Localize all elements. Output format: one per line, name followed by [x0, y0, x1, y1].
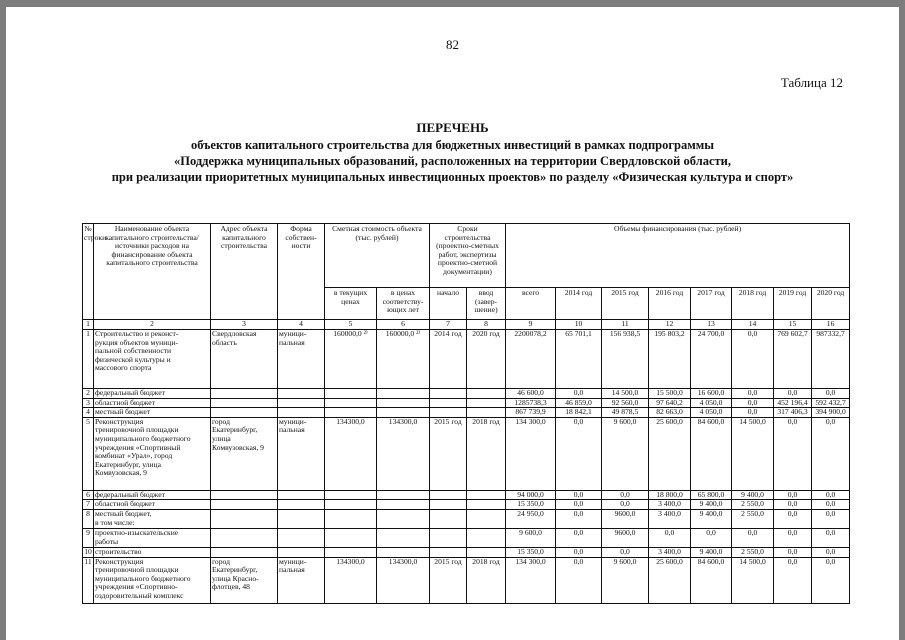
- funding-2019-cell: 769 602,7: [774, 330, 812, 389]
- column-number: 3: [211, 320, 278, 330]
- start-year-cell: [430, 408, 467, 418]
- row-number-cell: 10: [84, 546, 92, 556]
- funding-2020-cell: 0,0: [812, 389, 850, 399]
- table-row: [83, 528, 850, 547]
- total-funding-cell: 2200078,2: [506, 330, 556, 389]
- funding-2018-cell: 0,0: [732, 330, 774, 389]
- start-year-cell: [430, 509, 467, 528]
- header-address: Адрес объекта капитального строительства: [211, 224, 278, 320]
- funding-2020-cell: 0,0: [812, 557, 850, 603]
- funding-2017-cell: 16 600,0: [691, 389, 732, 399]
- end-year-cell: [467, 547, 506, 557]
- funding-2018-cell: 0,0: [732, 528, 774, 547]
- column-number: 11: [602, 320, 649, 330]
- start-year-cell: [430, 547, 467, 557]
- table-row: [83, 417, 850, 490]
- funding-2014-cell: 0,0: [556, 557, 602, 603]
- funding-2017-cell: 9 400,0: [691, 500, 732, 510]
- total-funding-cell: 24 950,0: [506, 509, 556, 528]
- column-number-row: [83, 320, 850, 330]
- ownership-form-cell: [278, 509, 325, 528]
- cost-current-cell: [325, 398, 377, 408]
- cost-corresponding-cell: [377, 528, 430, 547]
- ownership-form-cell: [278, 398, 325, 408]
- address-cell: [211, 408, 278, 418]
- funding-2014-cell: 0,0: [556, 500, 602, 510]
- total-funding-cell: 1285738,3: [506, 398, 556, 408]
- funding-2014-cell: 46 859,0: [556, 398, 602, 408]
- title-line-1: объектов капитального строительства для бюджетных инвестиций в рамках подпрограммы: [190, 138, 715, 152]
- column-number: 2: [94, 320, 211, 330]
- end-year-cell: [467, 389, 506, 399]
- cost-corresponding-cell: [377, 408, 430, 418]
- funding-2020-cell: 0,0: [812, 500, 850, 510]
- ownership-form-cell: [278, 490, 325, 500]
- funding-2019-cell: 317 406,3: [774, 408, 812, 418]
- funding-2016-cell: 3 400,0: [649, 509, 691, 528]
- table-header-row: [83, 224, 850, 288]
- cost-corresponding-cell: [377, 509, 430, 528]
- funding-2015-cell: 0,0: [602, 500, 649, 510]
- funding-2014-cell: 18 842,1: [556, 408, 602, 418]
- end-year-cell: [467, 500, 506, 510]
- address-cell: [211, 389, 278, 399]
- funding-2018-cell: 2 550,0: [732, 500, 774, 510]
- funding-2017-cell: 0,0: [691, 528, 732, 547]
- funding-2015-cell: 49 878,5: [602, 408, 649, 418]
- funding-2016-cell: 195 803,2: [649, 330, 691, 389]
- row-number-cell: 3: [83, 398, 94, 408]
- end-year-cell: [467, 528, 506, 547]
- funding-2016-cell: 25 600,0: [649, 417, 691, 490]
- row-number-cell: 7: [83, 500, 94, 510]
- funding-2017-cell: 4 050,0: [691, 398, 732, 408]
- address-cell: [211, 528, 278, 547]
- column-number: 12: [649, 320, 691, 330]
- header-ownership-form: Форма собствен- ности: [278, 224, 325, 320]
- header-object-name: Наименование объекта капитального строительства/ источники расходов на финансирование объекта капитального строительства: [94, 224, 211, 320]
- address-cell: город Екатеринбург, улица Комвузовская, 9: [211, 417, 278, 490]
- address-cell: город Екатеринбург, улица Красно- флотцев, 48: [211, 557, 278, 603]
- row-number-cell: 4: [83, 408, 94, 418]
- funding-2020-cell: 0,0: [812, 528, 850, 547]
- funding-2017-cell: 24 700,0: [691, 330, 732, 389]
- address-cell: [211, 509, 278, 528]
- funding-2017-cell: 65 800,0: [691, 490, 732, 500]
- header-year-2017: 2017 год: [691, 288, 732, 320]
- object-name-cell: местный бюджет: [94, 408, 211, 418]
- cost-current-cell: [325, 408, 377, 418]
- start-year-cell: 2015 год: [430, 417, 467, 490]
- cost-current-cell: 134300,0: [325, 557, 377, 603]
- cost-corresponding-cell: [377, 490, 430, 500]
- object-name-cell: местный бюджет, в том числе:: [94, 509, 211, 528]
- address-cell: [211, 500, 278, 510]
- column-number: 8: [467, 320, 506, 330]
- header-year-2014: 2014 год: [556, 288, 602, 320]
- funding-2018-cell: 14 500,0: [732, 557, 774, 603]
- funding-2019-cell: 0,0: [774, 509, 812, 528]
- funding-2016-cell: 82 663,0: [649, 408, 691, 418]
- funding-2016-cell: 0,0: [649, 528, 691, 547]
- row-number-cell: 1: [83, 330, 94, 389]
- object-name-cell: строительство: [94, 547, 211, 557]
- address-cell: [211, 398, 278, 408]
- funding-2018-cell: 2 550,0: [732, 509, 774, 528]
- object-name-cell: Реконструкция тренировочной площадки муниципального бюджетного учреждения «Спортивно- оздоровительный комплекс: [94, 557, 211, 603]
- start-year-cell: [430, 398, 467, 408]
- table-row: [83, 389, 850, 399]
- column-number: 1: [83, 320, 94, 330]
- object-name-cell: Реконструкция тренировочной площадки муниципального бюджетного учреждения «Спортивный комбинат «Урал», город Екатеринбург, улица Комвузовская, 9: [94, 417, 211, 490]
- cost-corresponding-cell: [377, 398, 430, 408]
- funding-2015-cell: 14 500,0: [602, 389, 649, 399]
- column-number: 4: [278, 320, 325, 330]
- ownership-form-cell: [278, 500, 325, 510]
- ownership-form-cell: муници- пальная: [278, 557, 325, 603]
- start-year-cell: [430, 389, 467, 399]
- cost-current-cell: [325, 490, 377, 500]
- cost-current-cell: 134300,0: [325, 417, 377, 490]
- funding-2019-cell: 452 196,4: [774, 398, 812, 408]
- funding-2015-cell: 156 938,5: [602, 330, 649, 389]
- header-cost-current: в текущих ценах: [325, 288, 377, 320]
- cost-current-cell: [325, 500, 377, 510]
- cost-current-cell: [325, 509, 377, 528]
- total-funding-cell: 46 600,0: [506, 389, 556, 399]
- funding-2018-cell: 0,0: [732, 389, 774, 399]
- end-year-cell: 2020 год: [467, 330, 506, 389]
- end-year-cell: 2018 год: [467, 557, 506, 603]
- funding-2016-cell: 18 800,0: [649, 490, 691, 500]
- end-year-cell: [467, 509, 506, 528]
- object-name-cell: проектно-изыскательские работы: [94, 528, 211, 547]
- funding-2019-cell: 0,0: [774, 389, 812, 399]
- cost-current-cell: [325, 389, 377, 399]
- funding-2015-cell: 92 560,0: [602, 398, 649, 408]
- document-page: [6, 7, 899, 640]
- funding-2017-cell: 4 050,0: [691, 408, 732, 418]
- funding-2020-cell: 987332,7: [812, 330, 850, 389]
- funding-2016-cell: 25 600,0: [649, 557, 691, 603]
- funding-2016-cell: 3 400,0: [649, 500, 691, 510]
- cost-current-cell: 160000,0 ²⁾: [325, 330, 377, 389]
- header-end: ввод (завер- шение): [467, 288, 506, 320]
- cost-corresponding-cell: [377, 389, 430, 399]
- total-funding-cell: 134 300,0: [506, 417, 556, 490]
- header-total: всего: [506, 288, 556, 320]
- table-row: [83, 509, 850, 528]
- ownership-form-cell: [278, 408, 325, 418]
- start-year-cell: 2014 год: [430, 330, 467, 389]
- header-construction-terms: Сроки строительства (проектно-сметных работ, экспертизы проектно-сметной документации): [430, 224, 506, 288]
- row-number-cell: 6: [83, 490, 94, 500]
- cost-current-cell: [325, 528, 377, 547]
- object-name-cell: Строительство и реконст- рукция объектов муници- пальной собственности физической культуры и массового спорта: [94, 330, 211, 389]
- funding-2018-cell: 0,0: [732, 398, 774, 408]
- funding-2014-cell: 0,0: [556, 528, 602, 547]
- document-title: [6, 120, 899, 185]
- object-name-cell: федеральный бюджет: [94, 490, 211, 500]
- total-funding-cell: 134 300,0: [506, 557, 556, 603]
- table-row: [83, 547, 850, 557]
- funding-2016-cell: 15 500,0: [649, 389, 691, 399]
- funding-2019-cell: 0,0: [774, 528, 812, 547]
- row-number-cell: 9: [83, 528, 94, 547]
- funding-2020-cell: 0,0: [812, 509, 850, 528]
- ownership-form-cell: муници- пальная: [278, 417, 325, 490]
- row-number-cell: 11: [83, 557, 94, 603]
- funding-2014-cell: 0,0: [556, 389, 602, 399]
- start-year-cell: [430, 528, 467, 547]
- funding-2015-cell: 0,0: [602, 490, 649, 500]
- header-year-2015: 2015 год: [602, 288, 649, 320]
- column-number: 7: [430, 320, 467, 330]
- column-number: 15: [774, 320, 812, 330]
- funding-2016-cell: 3 400,0: [649, 547, 691, 557]
- header-funding-volumes: Объемы финансирования (тыс. рублей): [506, 224, 850, 288]
- funding-2020-cell: 0,0: [812, 417, 850, 490]
- table-row: [83, 490, 850, 500]
- funding-2018-cell: 9 400,0: [732, 490, 774, 500]
- funding-2015-cell: 9600,0: [602, 509, 649, 528]
- address-cell: Свердловская область: [211, 330, 278, 389]
- table-row: [83, 500, 850, 510]
- funding-2020-cell: 0,0: [812, 547, 850, 557]
- total-funding-cell: 9 600,0: [506, 528, 556, 547]
- start-year-cell: 2015 год: [430, 557, 467, 603]
- funding-2020-cell: 0,0: [812, 490, 850, 500]
- funding-2019-cell: 0,0: [774, 417, 812, 490]
- row-number-cell: 5: [83, 417, 94, 490]
- funding-2019-cell: 0,0: [774, 490, 812, 500]
- title-line-3: при реализации приоритетных муниципальных инвестиционных проектов» по разделу «Физическая культура и спорт»: [111, 170, 794, 184]
- title-heading: ПЕРЕЧЕНЬ: [416, 120, 489, 135]
- column-number: 14: [732, 320, 774, 330]
- header-year-2020: 2020 год: [812, 288, 850, 320]
- funding-2016-cell: 97 640,2: [649, 398, 691, 408]
- objects-table: [82, 223, 850, 604]
- end-year-cell: [467, 490, 506, 500]
- funding-2014-cell: 0,0: [556, 509, 602, 528]
- cost-corresponding-cell: [377, 500, 430, 510]
- funding-2017-cell: 9 400,0: [691, 509, 732, 528]
- address-cell: [211, 547, 278, 557]
- header-year-2018: 2018 год: [732, 288, 774, 320]
- funding-2017-cell: 84 600,0: [691, 557, 732, 603]
- header-estimated-cost: Сметная стоимость объекта (тыс. рублей): [325, 224, 430, 288]
- funding-2015-cell: 9 600,0: [602, 417, 649, 490]
- object-name-cell: областной бюджет: [94, 398, 211, 408]
- total-funding-cell: 15 350,0: [506, 547, 556, 557]
- table-row: [83, 557, 850, 603]
- funding-2015-cell: 0,0: [602, 547, 649, 557]
- row-number-cell: 2: [83, 389, 94, 399]
- object-name-cell: областной бюджет: [94, 500, 211, 510]
- header-year-2019: 2019 год: [774, 288, 812, 320]
- column-number: 10: [556, 320, 602, 330]
- funding-2014-cell: 65 701,1: [556, 330, 602, 389]
- ownership-form-cell: муници- пальная: [278, 330, 325, 389]
- funding-2014-cell: 0,0: [556, 547, 602, 557]
- funding-2014-cell: 0,0: [556, 417, 602, 490]
- cost-corresponding-cell: 134300,0: [377, 417, 430, 490]
- funding-2020-cell: 394 900,0: [812, 408, 850, 418]
- row-number-cell: 8: [83, 509, 94, 528]
- funding-2017-cell: 84 600,0: [691, 417, 732, 490]
- title-line-2: «Поддержка муниципальных образований, расположенных на территории Свердловской области,: [174, 154, 731, 168]
- table-row: [83, 408, 850, 418]
- funding-2019-cell: 0,0: [774, 557, 812, 603]
- object-name-cell: федеральный бюджет: [94, 389, 211, 399]
- table-row: [83, 330, 850, 389]
- total-funding-cell: 15 350,0: [506, 500, 556, 510]
- cost-corresponding-cell: 160000,0 ²⁾: [377, 330, 430, 389]
- end-year-cell: 2018 год: [467, 417, 506, 490]
- funding-2017-cell: 9 400,0: [691, 547, 732, 557]
- table-row: [83, 398, 850, 408]
- funding-2018-cell: 0,0: [732, 408, 774, 418]
- column-number: 16: [812, 320, 850, 330]
- funding-2018-cell: 2 550,0: [732, 547, 774, 557]
- column-number: 9: [506, 320, 556, 330]
- header-cost-corresponding: в ценах соответству- ющих лет: [377, 288, 430, 320]
- ownership-form-cell: [278, 389, 325, 399]
- page-number: 82: [446, 37, 459, 52]
- address-cell: [211, 490, 278, 500]
- end-year-cell: [467, 408, 506, 418]
- header-row-number: № строки: [83, 224, 94, 320]
- funding-2019-cell: 0,0: [774, 500, 812, 510]
- start-year-cell: [430, 500, 467, 510]
- ownership-form-cell: [278, 547, 325, 557]
- start-year-cell: [430, 490, 467, 500]
- cost-corresponding-cell: [377, 547, 430, 557]
- funding-2019-cell: 0,0: [774, 547, 812, 557]
- funding-2015-cell: 9600,0: [602, 528, 649, 547]
- total-funding-cell: 94 000,0: [506, 490, 556, 500]
- cost-corresponding-cell: 134300,0: [377, 557, 430, 603]
- header-year-2016: 2016 год: [649, 288, 691, 320]
- column-number: 5: [325, 320, 377, 330]
- end-year-cell: [467, 398, 506, 408]
- table-label: Таблица 12: [780, 75, 843, 90]
- funding-2020-cell: 592 432,7: [812, 398, 850, 408]
- ownership-form-cell: [278, 528, 325, 547]
- funding-2015-cell: 9 600,0: [602, 557, 649, 603]
- column-number: 6: [377, 320, 430, 330]
- funding-2014-cell: 0,0: [556, 490, 602, 500]
- column-number: 13: [691, 320, 732, 330]
- header-start: начало: [430, 288, 467, 320]
- cost-current-cell: [325, 547, 377, 557]
- total-funding-cell: 867 739,9: [506, 408, 556, 418]
- funding-2018-cell: 14 500,0: [732, 417, 774, 490]
